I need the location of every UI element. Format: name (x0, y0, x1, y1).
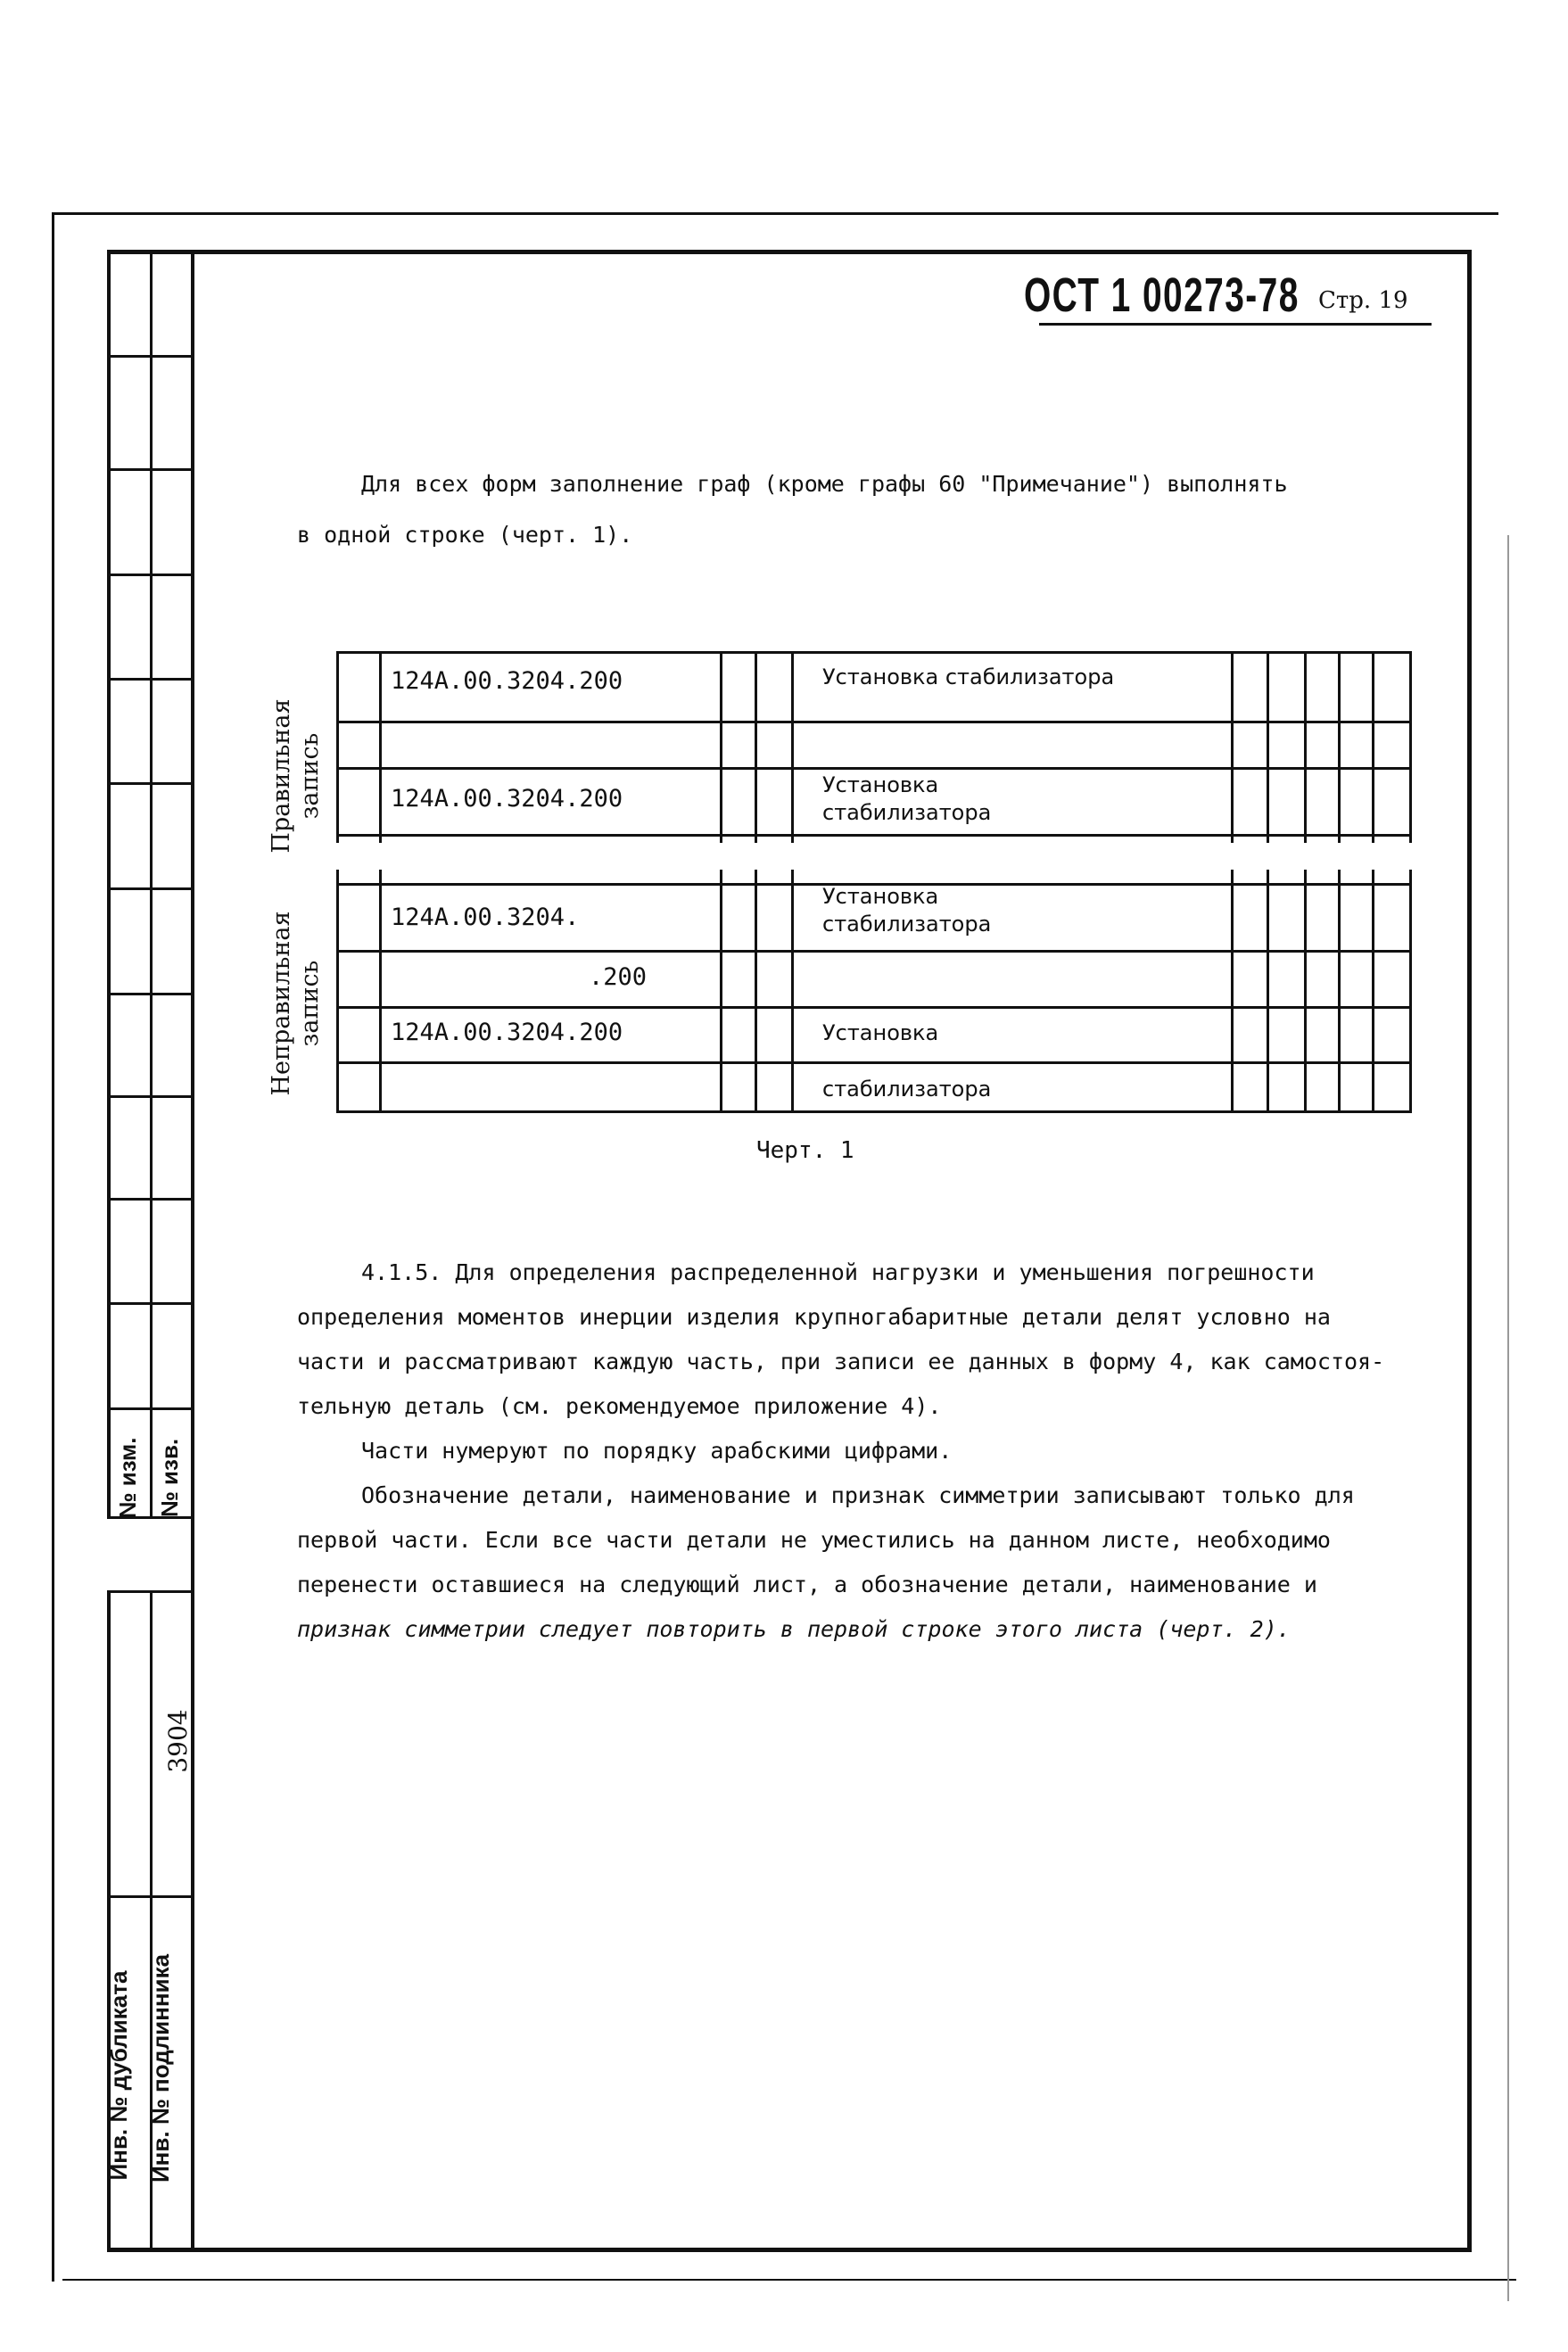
section-p3-line-4: признак симметрии следует повторить в первой строке этого листа (черт. 2). (297, 1616, 1291, 1642)
intro-line-2: в одной строке (черт. 1). (297, 522, 633, 548)
page-number: Стр. 19 (1318, 287, 1408, 314)
section-p3-line-3: перенести оставшиеся на следующий лист, а обозначение детали, наименование и (297, 1572, 1317, 1597)
correct-bottom-line (336, 834, 1412, 837)
correct-column-line (1372, 651, 1374, 843)
incorrect-column-line (755, 870, 757, 1110)
correct-column-line (1338, 651, 1341, 843)
correct-label (268, 682, 330, 870)
correct-label-line1: Правильная (268, 698, 295, 854)
stamp-row-divider (107, 574, 194, 576)
stamp-no-izm: № изм. (114, 1437, 141, 1519)
incorrect-column-line (1231, 870, 1234, 1110)
incorrect-label (268, 892, 330, 1115)
correct-column-line (1304, 651, 1307, 843)
incorrect-row-1-name: Установка стабилизатора (822, 884, 992, 937)
stamp-row-divider (107, 993, 194, 995)
incorrect-column-line (336, 870, 339, 1110)
frame-left (52, 212, 54, 2282)
section-p3-line-2: первой части. Если все части детали не уместились на данном листе, необходимо (297, 1527, 1331, 1553)
correct-row-1-code: 124А.00.3204.200 (391, 667, 623, 695)
section-p1-line-4: тельную деталь (см. рекомендуемое приложение 4). (297, 1393, 942, 1419)
correct-row-3-name: Установка стабилизатора (822, 772, 992, 825)
stamp-row-divider (107, 355, 194, 358)
incorrect-column-line (1338, 870, 1341, 1110)
stamp2-sep (107, 1895, 194, 1898)
stamp-row-divider (107, 887, 194, 890)
section-p2: Части нумеруют по порядку арабскими цифрами. (361, 1438, 953, 1464)
incorrect-column-line (1304, 870, 1307, 1110)
incorrect-label-line1: Неправильная (268, 911, 295, 1096)
correct-column-line (791, 651, 794, 843)
stamp-row-divider (107, 1302, 194, 1305)
incorrect-row-4-name: стабилизатора (822, 1077, 992, 1102)
stamp-row-divider (107, 468, 194, 471)
stamp-inv-number: 3904 (163, 1709, 193, 1773)
doc-code: ОСТ 1 00273-78 (1024, 268, 1300, 322)
incorrect-column-line (1372, 870, 1374, 1110)
incorrect-row-3-name: Установка (822, 1020, 939, 1045)
stamp-no-izv: № изв. (156, 1438, 183, 1518)
stamp-row-divider (107, 782, 194, 785)
bottom-rule (62, 2279, 1516, 2281)
inner-frame-right (1467, 250, 1472, 2252)
correct-column-line (336, 651, 339, 843)
section-p1-line-3: части и рассматривают каждую часть, при записи ее данных в форму 4, как самостоя- (297, 1349, 1385, 1374)
stamp-right (191, 250, 194, 2252)
stamp-row-divider (107, 1095, 194, 1098)
header-underline (1039, 323, 1432, 326)
figure-caption: Черт. 1 (756, 1137, 854, 1164)
correct-label-line2: запись (296, 732, 324, 820)
stamp-row-divider (107, 1407, 194, 1410)
stamp-left (107, 250, 111, 1516)
right-margin-mark (1507, 535, 1509, 2301)
incorrect-row-1-code: 124А.00.3204. (391, 904, 580, 931)
correct-row-line (336, 767, 1412, 770)
incorrect-column-line (791, 870, 794, 1110)
incorrect-row-line (336, 950, 1412, 953)
stamp-row-divider (107, 250, 194, 252)
incorrect-row-2-code: .200 (589, 963, 648, 991)
stamp-inv-podl: Инв. № подлинника (147, 1953, 174, 2183)
inner-frame-bottom (107, 2248, 1472, 2252)
section-p3-line-1: Обозначение детали, наименование и признак симметрии записывают только для (361, 1482, 1355, 1508)
incorrect-bottom-line (336, 1110, 1412, 1113)
incorrect-row-line (336, 1061, 1412, 1064)
incorrect-row-3-code: 124А.00.3204.200 (391, 1019, 623, 1046)
section-p1-line-2: определения моментов инерции изделия крупногабаритные детали делят условно на (297, 1304, 1331, 1330)
incorrect-column-line (379, 870, 382, 1110)
incorrect-column-line (720, 870, 722, 1110)
stamp-row-divider (107, 678, 194, 681)
correct-row-1-name: Установка стабилизатора (822, 664, 1115, 689)
correct-column-line (379, 651, 382, 843)
incorrect-label-line2: запись (296, 960, 324, 1047)
top-rule (52, 212, 1498, 215)
stamp-row-divider (107, 1198, 194, 1201)
incorrect-column-line (1267, 870, 1269, 1110)
stamp-inv-dubl: Инв. № дубликата (105, 1970, 132, 2181)
incorrect-column-line (1409, 870, 1412, 1110)
correct-column-line (1409, 651, 1412, 843)
stamp-mid (150, 250, 153, 1516)
correct-top-line (336, 651, 1412, 654)
correct-column-line (720, 651, 722, 843)
section-p1-line-1: 4.1.5. Для определения распределенной нагрузки и уменьшения погрешности (361, 1259, 1315, 1285)
correct-column-line (1231, 651, 1234, 843)
intro-line-1: Для всех форм заполнение граф (кроме графы 60 "Примечание") выполнять (361, 471, 1288, 497)
correct-row-line (336, 721, 1412, 723)
correct-row-3-code: 124А.00.3204.200 (391, 785, 623, 813)
correct-column-line (1267, 651, 1269, 843)
correct-column-line (755, 651, 757, 843)
inner-frame-top (107, 250, 1472, 254)
incorrect-row-line (336, 1006, 1412, 1009)
